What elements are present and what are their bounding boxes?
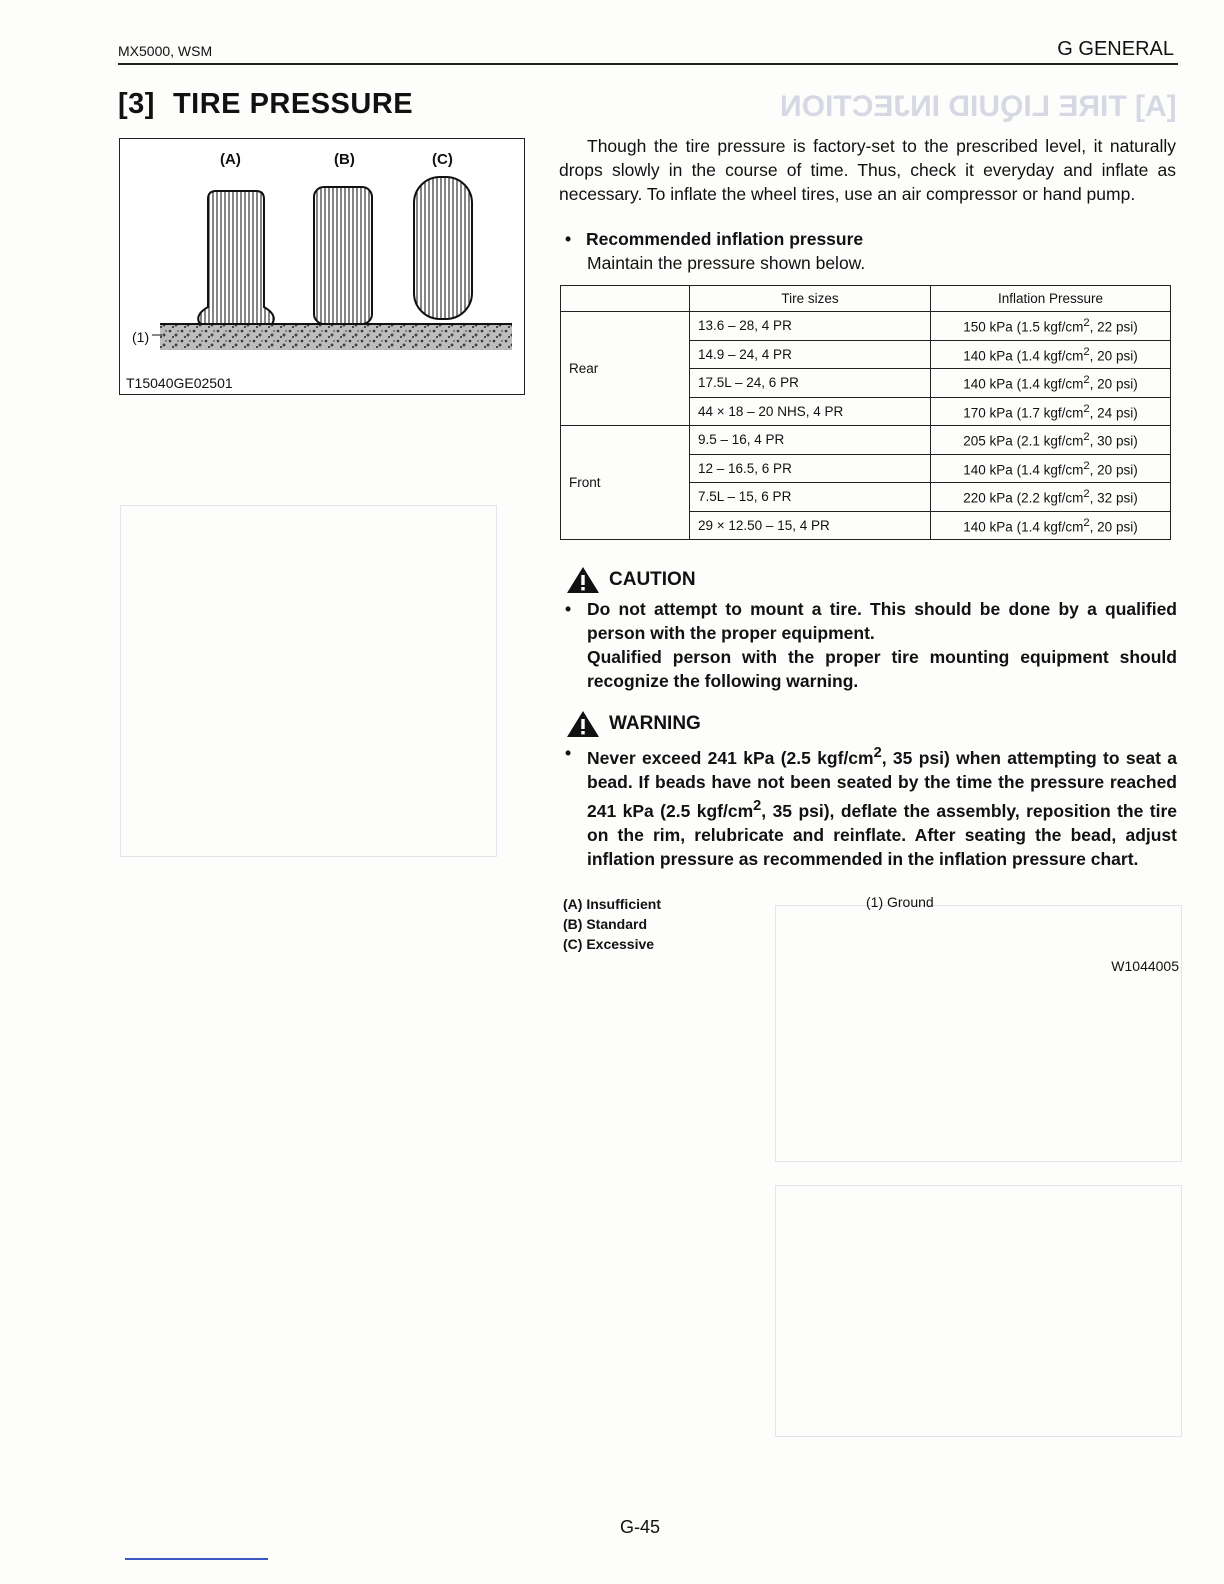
label-b: (B) xyxy=(334,151,355,168)
pressure-value: 205 kPa (2.1 kgf/$cm^2$, 30 psi) xyxy=(931,426,1171,455)
figure-code: T15040GE02501 xyxy=(126,375,233,391)
figure-legend xyxy=(563,894,661,954)
bleed-through-heading: [A] TIRE LIQUID INJECTION xyxy=(780,90,1177,123)
section-header: G GENERAL xyxy=(1057,38,1174,60)
page-title xyxy=(118,88,413,121)
intro-text: Though the tire pressure is factory-set to the prescribed level, it naturally drops slowly in the course of time. Thus, check it everyday and inflate as necessary. To inflate the wheel tires, use an air compressor or hand pump. xyxy=(559,136,1176,204)
tire-standard xyxy=(314,187,372,324)
legend-b: (B) Standard xyxy=(563,916,647,932)
tire-size: 9.5 – 16, 4 PR xyxy=(690,426,931,455)
warning-title xyxy=(566,710,701,738)
bullet: • xyxy=(565,229,572,249)
section-title-text: TIRE PRESSURE xyxy=(172,88,414,120)
bullet: • xyxy=(565,599,572,619)
caution-text-1: Do not attempt to mount a tire. This should be done by a qualified person with the proper equipment. xyxy=(587,599,1177,643)
legend-ground: (1) Ground xyxy=(866,894,934,910)
table-row xyxy=(561,312,1171,341)
header-rule xyxy=(118,63,1178,65)
table-header-blank xyxy=(561,286,690,312)
bleed-through-panel-right-2 xyxy=(775,1185,1182,1437)
doc-id: MX5000, WSM xyxy=(118,43,213,59)
pressure-value: 140 kPa (1.4 kgf/$cm^2$, 20 psi) xyxy=(931,369,1171,398)
tire-size: 7.5L – 15, 6 PR xyxy=(690,483,931,512)
legend-a: (A) Insufficient xyxy=(563,896,661,912)
pressure-value: 140 kPa (1.4 kgf/$cm^2$, 20 psi) xyxy=(931,340,1171,369)
table-header-pressure: Inflation Pressure xyxy=(931,286,1171,312)
pressure-value: 140 kPa (1.4 kgf/$cm^2$, 20 psi) xyxy=(931,454,1171,483)
group-rear: Rear xyxy=(561,312,690,426)
section-number: [3] xyxy=(118,88,155,120)
recommended-heading-text: Recommended inflation pressure xyxy=(586,229,864,249)
tire-insufficient xyxy=(198,191,274,324)
recommended-sub: Maintain the pressure shown below. xyxy=(587,253,866,273)
label-ground-num: (1) xyxy=(132,329,150,345)
page-number: G-45 xyxy=(620,1517,661,1537)
bullet: • xyxy=(565,743,572,763)
group-front: Front xyxy=(561,426,690,540)
pressure-value: 220 kPa (2.2 kgf/$cm^2$, 32 psi) xyxy=(931,483,1171,512)
intro-paragraph xyxy=(559,134,1176,206)
caution-title xyxy=(566,566,696,594)
pressure-value: 140 kPa (1.4 kgf/$cm^2$, 20 psi) xyxy=(931,511,1171,540)
bleed-through-panel-right xyxy=(775,905,1182,1162)
tire-size: 17.5L – 24, 6 PR xyxy=(690,369,931,398)
tire-excessive xyxy=(414,177,472,319)
legend-c: (C) Excessive xyxy=(563,936,655,952)
caution-body xyxy=(565,597,1177,693)
label-c: (C) xyxy=(432,151,453,168)
work-code: W1044005 xyxy=(1111,958,1179,974)
pressure-table xyxy=(560,285,1171,540)
caution-title-text: CAUTION xyxy=(609,569,696,590)
warning-body xyxy=(565,741,1177,871)
tire-size: 13.6 – 28, 4 PR xyxy=(690,312,931,341)
label-a: (A) xyxy=(220,151,241,168)
caution-text-2: Qualified person with the proper tire mounting equipment should recognize the following warning. xyxy=(587,647,1177,691)
warning-triangle-icon xyxy=(566,710,600,738)
pressure-value: 150 kPa (1.5 kgf/$cm^2$, 22 psi) xyxy=(931,312,1171,341)
caution-triangle-icon xyxy=(566,566,600,594)
warning-title-text: WARNING xyxy=(609,713,701,734)
ground-surface xyxy=(160,324,512,350)
recommended-heading xyxy=(565,229,863,250)
table-row xyxy=(561,426,1171,455)
tire-figure xyxy=(119,138,525,395)
tire-illustration xyxy=(120,139,526,396)
bottom-rule xyxy=(125,1558,268,1560)
pressure-value: 170 kPa (1.7 kgf/$cm^2$, 24 psi) xyxy=(931,397,1171,426)
table-header-row xyxy=(561,286,1171,312)
tire-size: 44 × 18 – 20 NHS, 4 PR xyxy=(690,397,931,426)
tire-size: 29 × 12.50 – 15, 4 PR xyxy=(690,511,931,540)
tire-size: 14.9 – 24, 4 PR xyxy=(690,340,931,369)
tire-size: 12 – 16.5, 6 PR xyxy=(690,454,931,483)
table-header-size: Tire sizes xyxy=(690,286,931,312)
bleed-through-panel xyxy=(120,505,497,857)
warning-text: Never exceed 241 kPa (2.5 kgf/$cm^2$, 35 psi) when attempting to seat a bead. If beads have not been seated by the time the pressure reached 241 kPa (2.5 kgf/$cm^2$, 35 psi), deflate the assembly, reposition the tire on the rim, relubricate and reinflate. After seating the bead, adjust inflation pressure as recommended in the inflation pressure chart. xyxy=(587,745,1178,869)
